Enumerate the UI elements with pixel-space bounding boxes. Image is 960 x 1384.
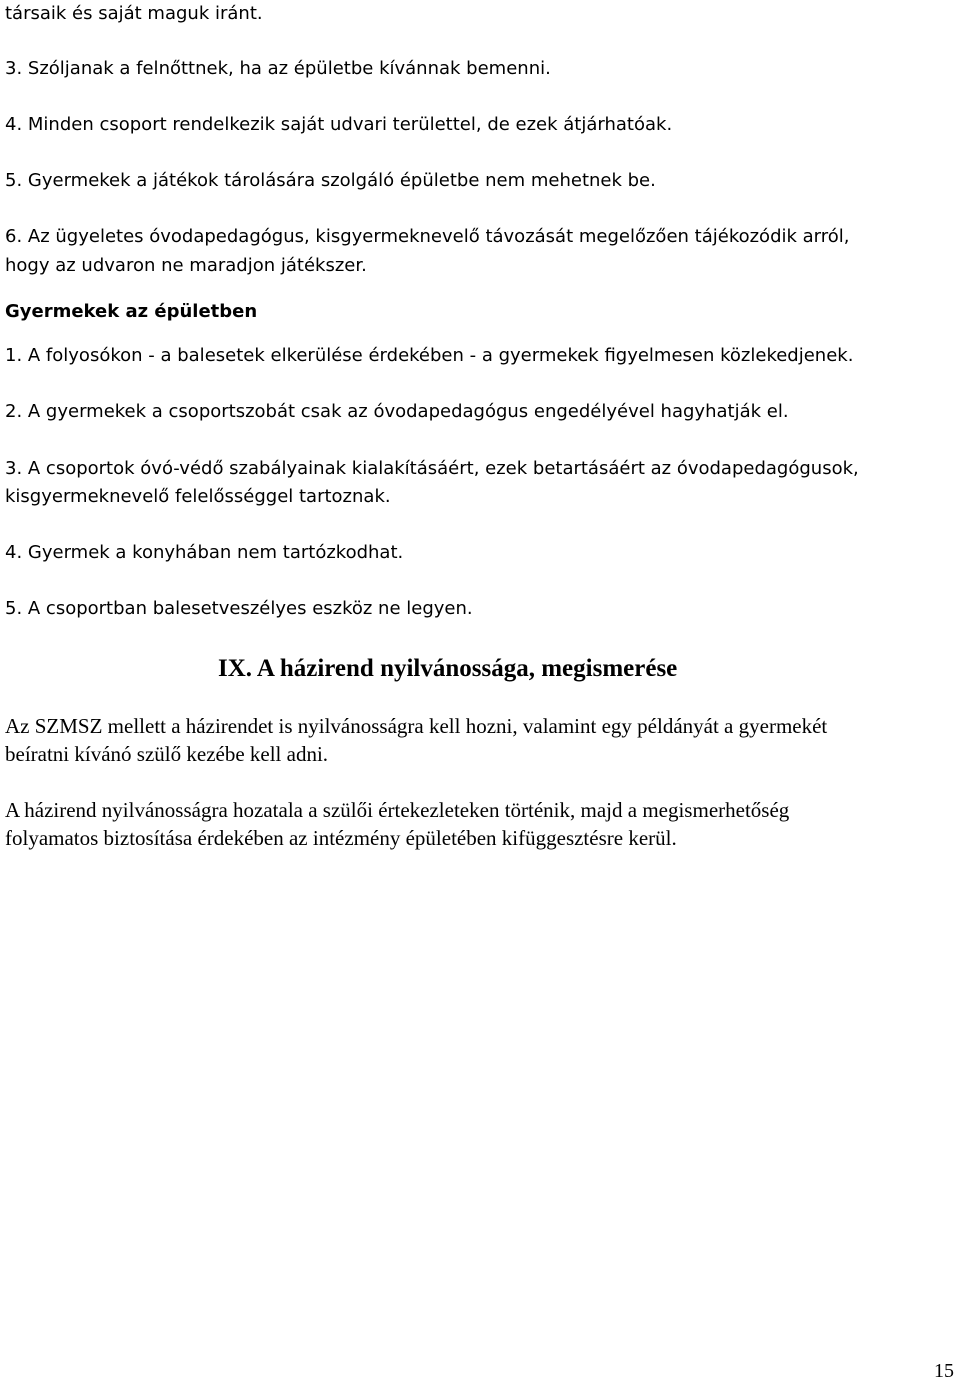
list-item-continuation: kisgyermeknevelő felelősséggel tartoznak. <box>5 486 391 507</box>
list-item: 5. A csoportban balesetveszélyes eszköz ne legyen. <box>5 598 473 619</box>
paragraph-line: beíratni kívánó szülő kezébe kell adni. <box>5 742 329 766</box>
paragraph-line: Az SZMSZ mellett a házirendet is nyilvánosságra kell hozni, valamint egy példányát a gyermekét <box>5 714 828 738</box>
paragraph-line: A házirend nyilvánosságra hozatala a szülői értekezleteken történik, majd a megismerhetőség <box>5 798 790 822</box>
list-item: 5. Gyermekek a játékok tárolására szolgáló épületbe nem mehetnek be. <box>5 170 656 191</box>
list-item: 3. Szóljanak a felnőttnek, ha az épületbe kívánnak bemenni. <box>5 58 551 79</box>
list-item-continuation: hogy az udvaron ne maradjon játékszer. <box>5 255 367 276</box>
paragraph-line: folyamatos biztosítása érdekében az intézmény épületében kifüggesztésre kerül. <box>5 826 677 850</box>
list-item: 4. Gyermek a konyhában nem tartózkodhat. <box>5 542 404 563</box>
section-heading: IX. A házirend nyilvánossága, megismerése <box>218 655 678 682</box>
list-item: 1. A folyosókon - a balesetek elkerülése érdekében - a gyermekek figyelmesen közlekedjenek. <box>5 345 854 366</box>
list-item: 2. A gyermekek a csoportszobát csak az óvodapedagógus engedélyével hagyhatják el. <box>5 401 789 422</box>
text-line: társaik és saját maguk iránt. <box>5 3 263 24</box>
list-item: 4. Minden csoport rendelkezik saját udvari területtel, de ezek átjárhatóak. <box>5 114 673 135</box>
section-subheading: Gyermekek az épületben <box>5 301 258 322</box>
list-item: 3. A csoportok óvó-védő szabályainak kialakításáért, ezek betartásáért az óvodapedagógusok, <box>5 458 859 479</box>
list-item: 6. Az ügyeletes óvodapedagógus, kisgyermeknevelő távozását megelőzően tájékozódik arról, <box>5 226 850 247</box>
page-number: 15 <box>934 1360 954 1382</box>
